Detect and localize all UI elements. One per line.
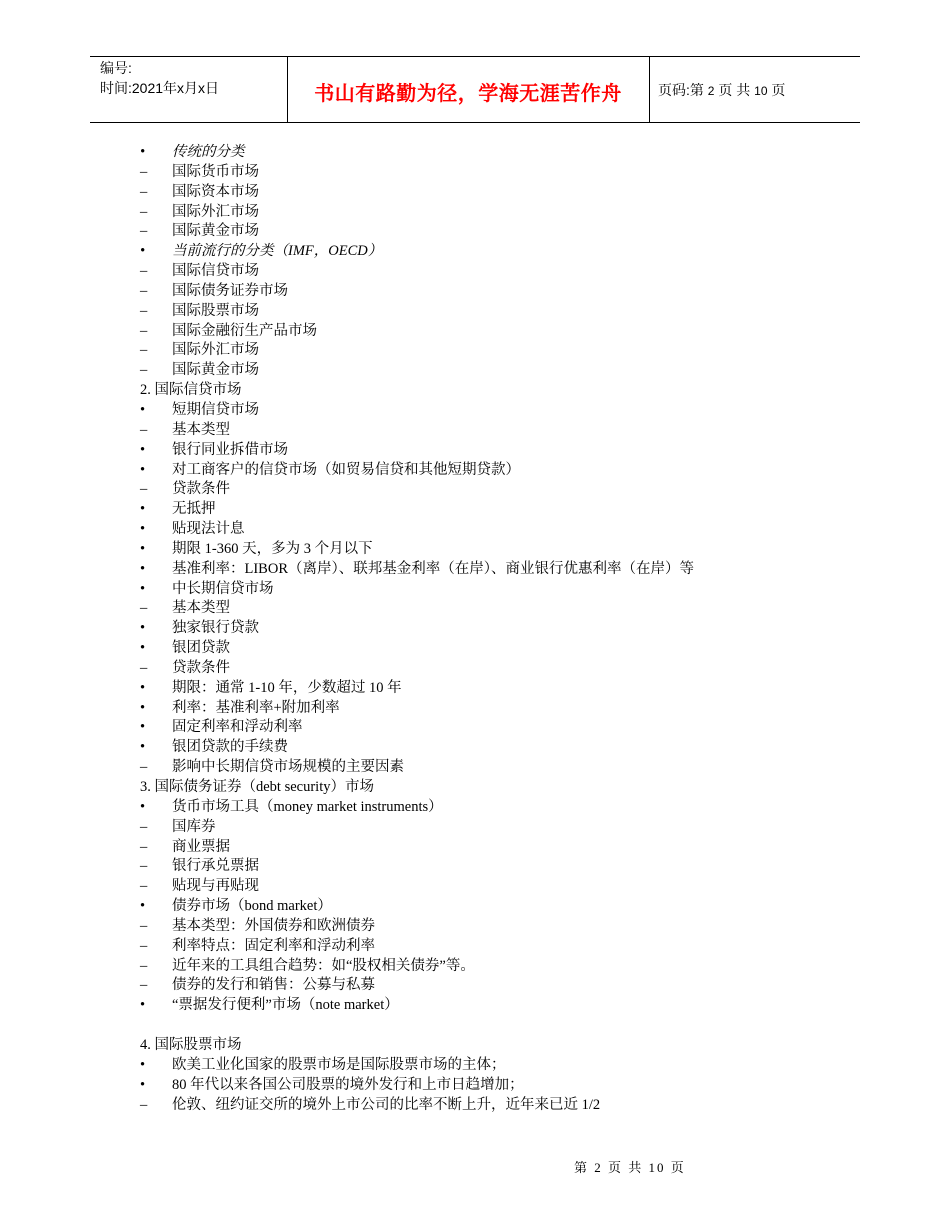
line-text: 银行承兑票据	[172, 858, 259, 875]
header-bottom-rule	[90, 122, 860, 123]
dash-marker: –	[140, 917, 148, 934]
bullet-item	[140, 401, 860, 421]
bullet-marker: •	[140, 739, 146, 756]
line-text: 基本类型	[172, 421, 230, 438]
bullet-item	[140, 520, 860, 540]
document-body	[140, 143, 860, 1115]
dash-marker: –	[140, 322, 148, 339]
dash-item	[140, 659, 860, 679]
section-heading	[140, 381, 860, 401]
bullet-item	[140, 143, 860, 163]
document-time-label: 时间:2021年x月x日	[100, 80, 220, 96]
line-text: 国际黄金市场	[172, 362, 259, 379]
line-text: 国际信贷市场	[172, 263, 259, 280]
line-text: 独家银行贷款	[172, 620, 259, 637]
dash-marker: –	[140, 878, 148, 895]
document-number-label: 编号:	[100, 60, 132, 76]
page-mid: 页 共	[718, 82, 751, 98]
line-text: 货币市场工具（money market instruments）	[172, 798, 443, 815]
line-text: 传统的分类	[172, 144, 245, 160]
line-text: 期限：通常 1-10 年，少数超过 10 年	[172, 679, 402, 696]
footer-page-number: 第 2 页 共 10 页	[574, 1160, 686, 1175]
line-text: 国际股票市场	[172, 302, 259, 319]
line-text: 对工商客户的信贷市场（如贸易信贷和其他短期贷款）	[172, 461, 520, 478]
bullet-item	[140, 560, 860, 580]
bullet-item	[140, 996, 860, 1016]
bullet-item	[140, 798, 860, 818]
line-text: 债券的发行和销售：公募与私募	[172, 977, 375, 994]
dash-marker: –	[140, 302, 148, 319]
bullet-item	[140, 1076, 860, 1096]
header-page-indicator	[658, 80, 785, 100]
line-text: 无抵押	[172, 501, 216, 518]
line-text: 中长期信贷市场	[172, 580, 274, 597]
bullet-marker: •	[140, 540, 146, 557]
bullet-marker: •	[140, 620, 146, 637]
header-motto: 书山有路勤为径，学海无涯苦作舟	[314, 81, 622, 105]
line-text: 固定利率和浮动利率	[172, 719, 303, 736]
bullet-marker: •	[140, 640, 146, 657]
bullet-item	[140, 242, 860, 262]
dash-item	[140, 163, 860, 183]
dash-item	[140, 917, 860, 937]
line-text: 80 年代以来各国公司股票的境外发行和上市日趋增加；	[172, 1076, 524, 1093]
line-text: 伦敦、纽约证交所的境外上市公司的比率不断上升，近年来已近 1/2	[172, 1096, 601, 1113]
dash-marker: –	[140, 957, 148, 974]
dash-item	[140, 262, 860, 282]
dash-item	[140, 341, 860, 361]
bullet-marker: •	[140, 580, 146, 597]
line-text: 商业票据	[172, 838, 230, 855]
dash-item	[140, 183, 860, 203]
dash-marker: –	[140, 659, 148, 676]
bullet-item	[140, 738, 860, 758]
section-heading	[140, 778, 860, 798]
line-text: 国际金融衍生产品市场	[172, 322, 317, 339]
dash-marker: –	[140, 838, 148, 855]
line-text: 银行同业拆借市场	[172, 441, 288, 458]
line-text: 基本类型：外国债券和欧洲债券	[172, 917, 375, 934]
bullet-marker: •	[140, 1076, 146, 1093]
dash-item	[140, 857, 860, 877]
bullet-marker: •	[140, 898, 146, 915]
bullet-marker: •	[140, 679, 146, 696]
dash-marker: –	[140, 600, 148, 617]
section-heading	[140, 1036, 860, 1056]
bullet-item	[140, 461, 860, 481]
dash-marker: –	[140, 1096, 148, 1113]
dash-marker: –	[140, 858, 148, 875]
header-divider-right	[649, 56, 650, 122]
line-text: 利率特点：固定利率和浮动利率	[172, 937, 375, 954]
dash-item	[140, 818, 860, 838]
line-text: 期限 1-360 天，多为 3 个月以下	[172, 540, 373, 557]
dash-marker: –	[140, 203, 148, 220]
bullet-marker: •	[140, 699, 146, 716]
bullet-item	[140, 1056, 860, 1076]
dash-marker: –	[140, 183, 148, 200]
line-text: 近年来的工具组合趋势：如“股权相关债券”等。	[172, 957, 475, 974]
bullet-item	[140, 500, 860, 520]
dash-marker: –	[140, 362, 148, 379]
dash-marker: –	[140, 282, 148, 299]
dash-item	[140, 421, 860, 441]
line-text: 国际外汇市场	[172, 203, 259, 220]
line-text: 贴现法计息	[172, 521, 245, 538]
dash-item	[140, 599, 860, 619]
dash-marker: –	[140, 263, 148, 280]
dash-marker: –	[140, 818, 148, 835]
line-text: 当前流行的分类（IMF，OECD）	[172, 243, 383, 260]
bullet-marker: •	[140, 401, 146, 418]
line-text: 短期信贷市场	[172, 401, 259, 418]
dash-marker: –	[140, 421, 148, 438]
dash-item	[140, 957, 860, 977]
bullet-marker: •	[140, 243, 146, 260]
line-text: 3. 国际债务证券（debt security）市场	[140, 779, 374, 795]
bullet-item	[140, 897, 860, 917]
bullet-marker: •	[140, 521, 146, 538]
line-text: 贷款条件	[172, 659, 230, 676]
dash-item	[140, 877, 860, 897]
blank-line	[140, 1016, 860, 1036]
line-text: 贴现与再贴现	[172, 878, 259, 895]
bullet-marker: •	[140, 560, 146, 577]
line-text: 2. 国际信贷市场	[140, 382, 242, 399]
dash-marker: –	[140, 759, 148, 776]
bullet-marker: •	[140, 144, 146, 160]
bullet-marker: •	[140, 997, 146, 1014]
dash-item	[140, 222, 860, 242]
dash-marker: –	[140, 937, 148, 954]
line-text: 国库券	[172, 818, 216, 835]
dash-item	[140, 302, 860, 322]
line-text: 基准利率：LIBOR（离岸）、联邦基金利率（在岸）、商业银行优惠利率（在岸）等	[172, 560, 694, 577]
line-text: 国际资本市场	[172, 183, 259, 200]
bullet-item	[140, 580, 860, 600]
dash-item	[140, 838, 860, 858]
dash-item	[140, 282, 860, 302]
bullet-item	[140, 718, 860, 738]
dash-item	[140, 322, 860, 342]
bullet-marker: •	[140, 1056, 146, 1073]
line-text: 4. 国际股票市场	[140, 1036, 242, 1053]
dash-item	[140, 976, 860, 996]
bullet-item	[140, 639, 860, 659]
dash-item	[140, 480, 860, 500]
line-text: 利率：基准利率+附加利率	[172, 699, 340, 716]
dash-item	[140, 1096, 860, 1116]
line-text: 银团贷款	[172, 640, 230, 657]
dash-marker: –	[140, 223, 148, 240]
bullet-item	[140, 619, 860, 639]
header-top-rule	[90, 56, 860, 57]
dash-item	[140, 203, 860, 223]
page-suffix: 页	[771, 82, 786, 98]
line-text: 国际债务证券市场	[172, 282, 288, 299]
line-text: 国际外汇市场	[172, 342, 259, 359]
bullet-item	[140, 441, 860, 461]
line-text: 国际黄金市场	[172, 223, 259, 240]
dash-marker: –	[140, 977, 148, 994]
dash-item	[140, 361, 860, 381]
line-text: 影响中长期信贷市场规模的主要因素	[172, 759, 404, 776]
dash-item	[140, 758, 860, 778]
page-prefix: 页码:第	[658, 82, 704, 98]
bullet-marker: •	[140, 441, 146, 458]
line-text: 国际货币市场	[172, 163, 259, 180]
line-text: 基本类型	[172, 600, 230, 617]
line-text: 贷款条件	[172, 481, 230, 498]
bullet-item	[140, 679, 860, 699]
dash-marker: –	[140, 163, 148, 180]
line-text: 银团贷款的手续费	[172, 739, 288, 756]
page-total: 10	[754, 84, 768, 98]
bullet-marker: •	[140, 501, 146, 518]
dash-item	[140, 937, 860, 957]
page-current: 2	[707, 84, 715, 98]
dash-marker: –	[140, 342, 148, 359]
line-text: 欧美工业化国家的股票市场是国际股票市场的主体；	[172, 1056, 506, 1073]
bullet-marker: •	[140, 719, 146, 736]
bullet-item	[140, 699, 860, 719]
bullet-item	[140, 540, 860, 560]
bullet-marker: •	[140, 461, 146, 478]
header-info	[100, 58, 219, 98]
line-text: “票据发行便利”市场（note market）	[172, 997, 399, 1014]
bullet-marker: •	[140, 798, 146, 815]
dash-marker: –	[140, 481, 148, 498]
line-text: 债券市场（bond market）	[172, 898, 332, 915]
